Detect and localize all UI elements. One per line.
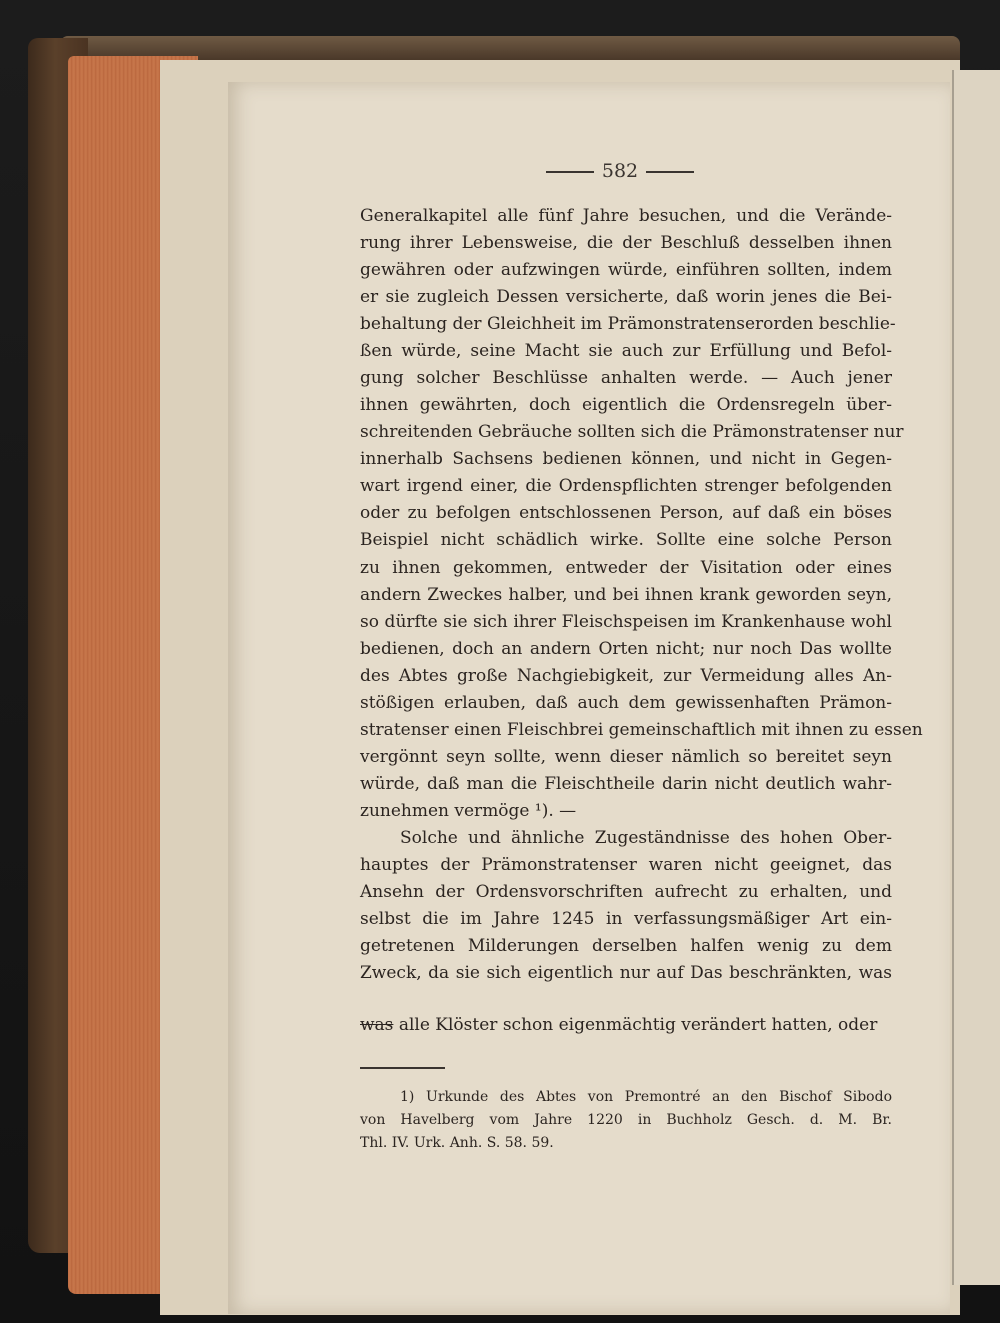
footnote-rule xyxy=(360,1067,445,1069)
struck-word: was xyxy=(360,1015,394,1035)
page-header xyxy=(520,160,720,182)
header-rule-right xyxy=(646,171,694,173)
body-line: oder zu befolgen entschlossenen Person, auf daß ein böses xyxy=(360,503,892,524)
body-line: zunehmen vermöge ¹). — xyxy=(360,800,577,821)
body-line: ßen würde, seine Macht sie auch zur Erfüllung und Befol- xyxy=(360,341,892,362)
body-line: selbst die im Jahre 1245 in verfassungsmäßiger Art ein- xyxy=(360,909,892,930)
header-rule-left xyxy=(546,171,594,173)
body-line: schreitenden Gebräuche sollten sich die Prämonstratenser nur xyxy=(360,422,904,443)
body-line: innerhalb Sachsens bedienen können, und nicht in Gegen- xyxy=(360,449,892,470)
body-line: zu ihnen gekommen, entweder der Visitation oder eines xyxy=(360,557,892,578)
footnote-line: 1) Urkunde des Abtes von Premontré an den Bischof Sibodo xyxy=(400,1089,892,1105)
body-line: ihnen gewährten, doch eigentlich die Ordensregeln über- xyxy=(360,395,892,416)
body-line: hauptes der Prämonstratenser waren nicht geeignet, das xyxy=(360,854,892,875)
body-line: Zweck, da sie sich eigentlich nur auf Das beschränkten, was xyxy=(360,963,892,984)
body-line: stratenser einen Fleischbrei gemeinschaftlich mit ihnen zu essen xyxy=(360,719,923,740)
body-line: würde, daß man die Fleischtheile darin nicht deutlich wahr- xyxy=(360,773,892,794)
body-line: so dürfte sie sich ihrer Fleischspeisen im Krankenhause wohl xyxy=(360,611,892,632)
body-line: stößigen erlauben, daß auch dem gewissenhaften Prämon- xyxy=(360,692,892,713)
body-line: rung ihrer Lebensweise, die der Beschluß desselben ihnen xyxy=(360,233,892,254)
body-line: Ansehn der Ordensvorschriften aufrecht zu erhalten, und xyxy=(360,882,892,902)
last-line-text: alle Klöster schon eigenmächtig verändert hatten, oder xyxy=(393,1015,878,1035)
body-line: Solche und ähnliche Zugeständnisse des hohen Ober- xyxy=(400,827,892,848)
facing-page-edge xyxy=(952,70,1000,1285)
body-line: Beispiel nicht schädlich wirke. Sollte eine solche Person xyxy=(360,530,892,551)
body-line: andern Zweckes halber, und bei ihnen krank geworden seyn, xyxy=(360,584,892,605)
footnote-line: von Havelberg vom Jahre 1220 in Buchholz Gesch. d. M. Br. xyxy=(360,1112,892,1128)
body-line-last xyxy=(360,1013,892,1037)
page-number: 582 xyxy=(601,160,639,182)
body-line: gewähren oder aufzwingen würde, einführen sollten, indem xyxy=(360,260,892,281)
body-line: er sie zugleich Dessen versicherte, daß worin jenes die Bei- xyxy=(360,287,892,308)
body-line: bedienen, doch an andern Orten nicht; nur noch Das wollte xyxy=(360,638,892,659)
body-line: vergönnt seyn sollte, wenn dieser nämlich so bereitet seyn xyxy=(360,746,892,767)
body-line: wart irgend einer, die Ordenspflichten strenger befolgenden xyxy=(360,476,892,497)
footnote-line: Thl. IV. Urk. Anh. S. 58. 59. xyxy=(360,1135,554,1151)
body-line: getretenen Milderungen derselben halfen wenig zu dem xyxy=(360,936,892,957)
body-line: gung solcher Beschlüsse anhalten werde. — Auch jener xyxy=(360,368,892,389)
body-line: Generalkapitel alle fünf Jahre besuchen, und die Verände- xyxy=(360,206,892,226)
body-line: behaltung der Gleichheit im Prämonstratenserorden beschlie- xyxy=(360,314,896,335)
body-line: des Abtes große Nachgiebigkeit, zur Vermeidung alles An- xyxy=(360,665,892,686)
